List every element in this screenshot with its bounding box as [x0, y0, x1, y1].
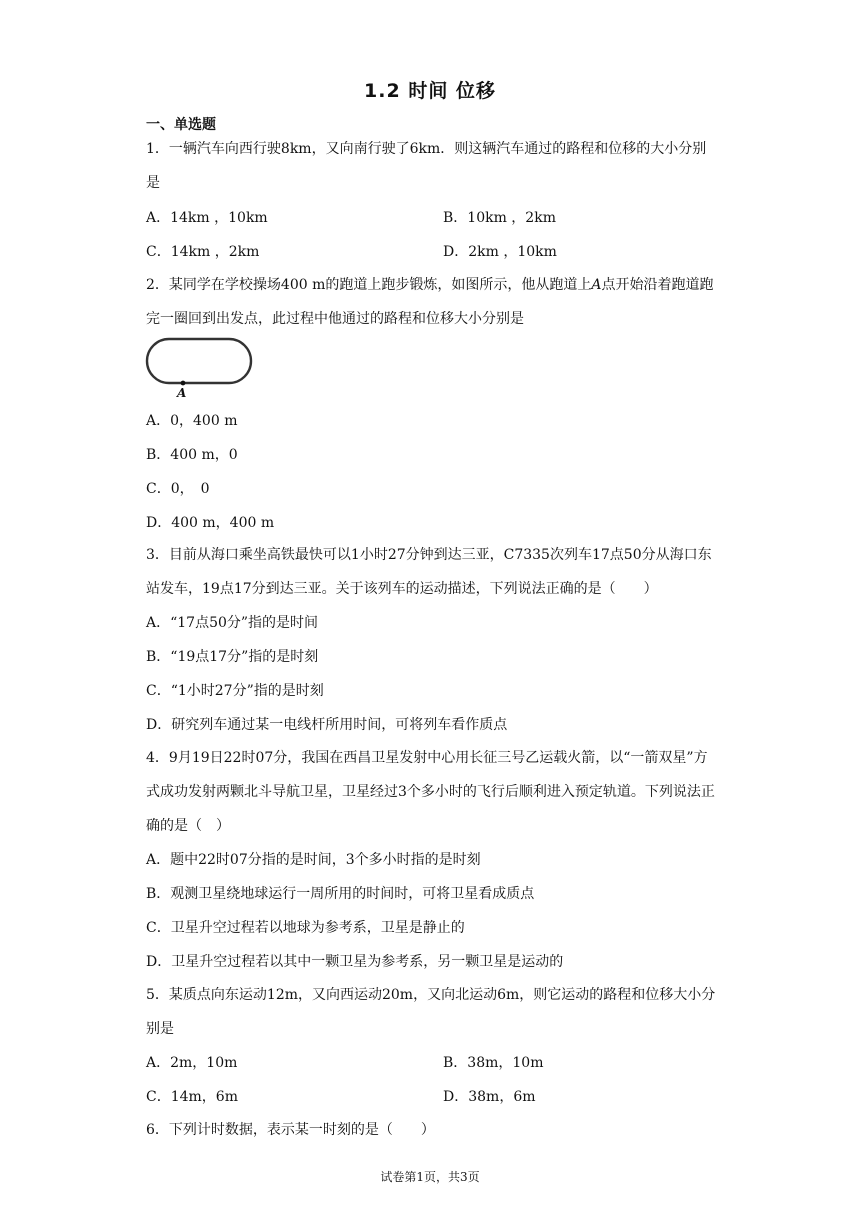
page-footer: 试卷第1页，共3页 [380, 1170, 480, 1184]
section-heading: 一、单选题 [146, 117, 216, 133]
q2-option-c: C．0， 0 [146, 481, 210, 497]
q3-option-a: A．“17点50分”指的是时间 [146, 615, 319, 631]
q5-option-d: D．38m，6m [443, 1089, 536, 1105]
figure-point-a: A [177, 386, 187, 400]
question-1: 1．一辆汽车向西行驶8km，又向南行驶了6km．则这辆汽车通过的路程和位移的大小分别是 [146, 141, 707, 191]
q2-option-a: A．0，400 m [146, 413, 238, 429]
question-6: 6．下列计时数据，表示某一时刻的是（ ） [146, 1122, 435, 1138]
running-track-figure [144, 336, 256, 400]
q4-option-d: D．卫星升空过程若以其中一颗卫星为参考系，另一颗卫星是运动的 [146, 954, 564, 970]
q1-option-b: B．10km ，2km [443, 210, 556, 226]
q3-option-b: B．“19点17分”指的是时刻 [146, 649, 319, 665]
q1-option-c: C．14km ，2km [146, 244, 260, 260]
q1-option-a: A．14km ，10km [146, 210, 268, 226]
question-5: 5．某质点向东运动12m，又向西运动20m，又向北运动6m，则它运动的路程和位移大小分别是 [146, 987, 716, 1037]
question-4: 4．9月19日22时07分，我国在西昌卫星发射中心用长征三号乙运载火箭，以“一箭双星”方式成功发射两颗北斗导航卫星，卫星经过3个多小时的飞行后顺利进入预定轨道。下列说法正确的是（ ） [146, 750, 715, 834]
q2-option-b: B．400 m，0 [146, 447, 238, 463]
q4-option-a: A．题中22时07分指的是时间，3个多小时指的是时刻 [146, 852, 481, 868]
q4-option-c: C．卫星升空过程若以地球为参考系，卫星是静止的 [146, 920, 465, 936]
q1-option-d: D．2km ，10km [443, 244, 557, 260]
question-3: 3．目前从海口乘坐高铁最快可以1小时27分钟到达三亚，C7335次列车17点50分从海口东站发车，19点17分到达三亚。关于该列车的运动描述，下列说法正确的是（ ） [146, 547, 712, 597]
q2-option-d: D．400 m，400 m [146, 515, 275, 531]
q5-option-a: A．2m，10m [146, 1055, 238, 1071]
q4-option-b: B．观测卫星绕地球运行一周所用的时间时，可将卫星看成质点 [146, 886, 535, 902]
q3-option-d: D．研究列车通过某一电线杆所用时间，可将列车看作质点 [146, 717, 508, 733]
question-2: 2．某同学在学校操场400 m的跑道上跑步锻炼，如图所示，他从跑道上A点开始沿着跑道跑完一圈回到出发点，此过程中他通过的路程和位移大小分别是 [146, 277, 714, 327]
point-a-label: A [591, 277, 602, 293]
page-title: 1.2 时间 位移 [364, 80, 496, 102]
q5-option-c: C．14m，6m [146, 1089, 238, 1105]
q5-option-b: B．38m，10m [443, 1055, 544, 1071]
q3-option-c: C．“1小时27分”指的是时刻 [146, 683, 324, 699]
